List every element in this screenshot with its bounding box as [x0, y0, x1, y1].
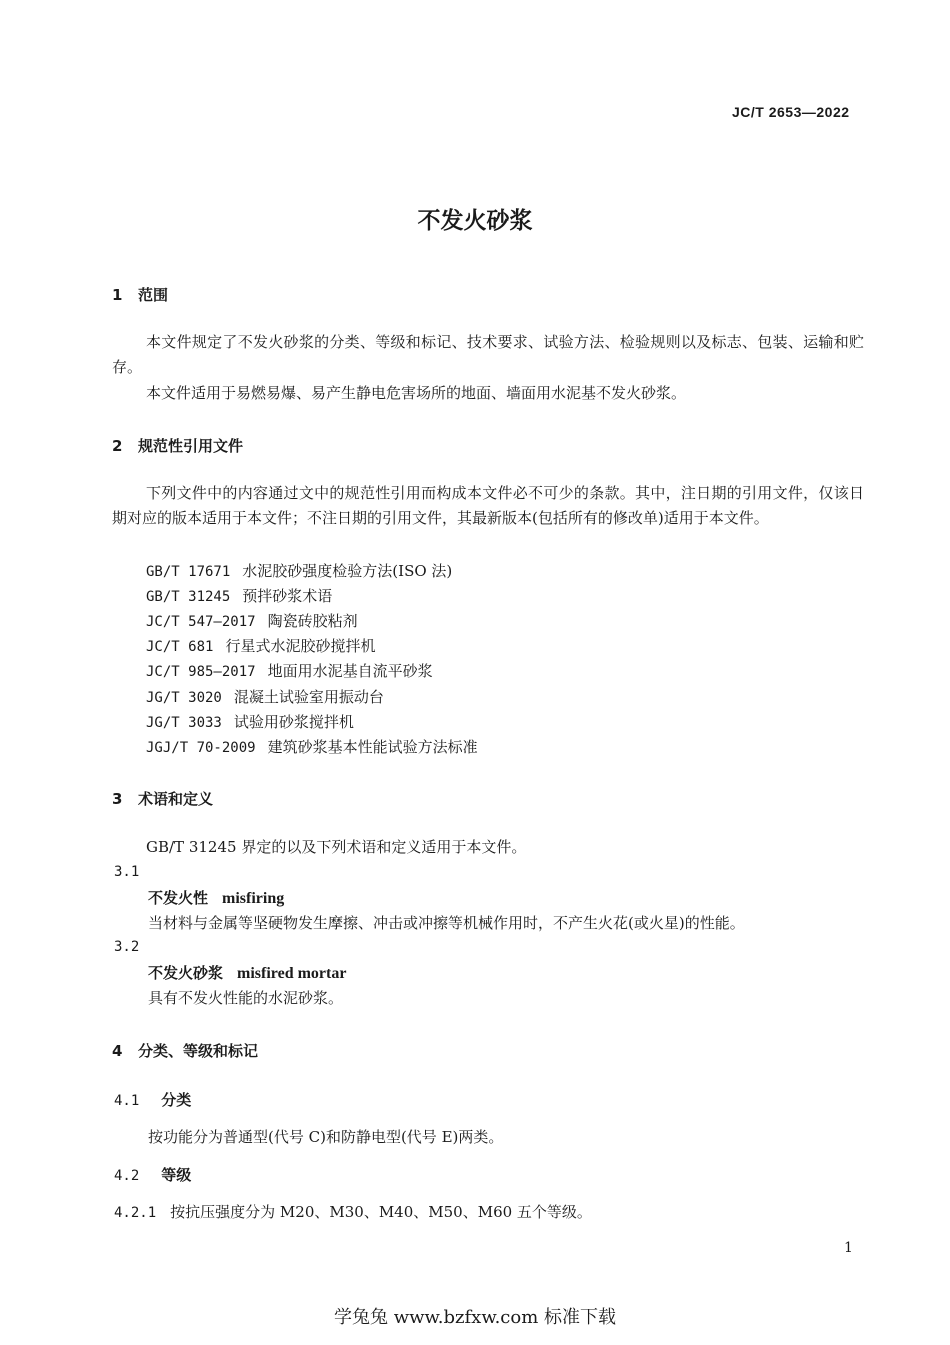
section-4-heading [112, 1040, 258, 1061]
document-title: 不发火砂浆 [417, 208, 533, 234]
references-paragraph: 下列文件中的内容通过文中的规范性引用而构成本文件必不可少的条款。其中，注日期的引用文件，仅该日期对应的版本适用于本文件；不注日期的引用文件，其最新版本(包括所有的修改单)适用于本文件。 [112, 484, 864, 527]
reference-item [146, 686, 384, 707]
term-heading [148, 887, 284, 908]
subsection-number: 4.2 [114, 1168, 140, 1184]
section-title: 分类、等级和标记 [138, 1042, 259, 1060]
reference-item [146, 660, 433, 681]
term-number: 3.2 [114, 939, 140, 955]
classification-text: 按功能分为普通型(代号 C)和防静电型(代号 E)两类。 [148, 1128, 504, 1146]
reference-code: JGJ/T 70-2009 [146, 740, 256, 756]
clause-text: 按抗压强度分为 M20、M30、M40、M50、M60 五个等级。 [170, 1203, 592, 1221]
reference-title: 混凝土试验室用振动台 [233, 688, 384, 706]
scope-paragraph-2: 本文件适用于易燃易爆、易产生静电危害场所的地面、墙面用水泥基不发火砂浆。 [146, 384, 687, 402]
term-en: misfiring [222, 890, 285, 907]
page-number: 1 [844, 1240, 853, 1256]
document-code: JC/T 2653—2022 [732, 104, 850, 120]
reference-title: 行星式水泥胶砂搅拌机 [225, 637, 376, 655]
reference-code: GB/T 17671 [146, 564, 231, 580]
section-number: 4 [112, 1042, 123, 1060]
reference-item [146, 711, 354, 732]
reference-item [146, 736, 478, 757]
section-title: 术语和定义 [138, 790, 214, 808]
section-number: 1 [112, 286, 123, 304]
clause-number: 4.2.1 [114, 1205, 157, 1221]
term-en: misfired mortar [237, 965, 347, 982]
term-zh: 不发火性 [148, 889, 209, 907]
term-number: 3.1 [114, 864, 140, 880]
reference-title: 地面用水泥基自流平砂浆 [267, 662, 433, 680]
reference-title: 陶瓷砖胶粘剂 [267, 612, 358, 630]
reference-item [146, 610, 358, 631]
reference-title: 建筑砂浆基本性能试验方法标准 [267, 738, 478, 756]
section-title: 规范性引用文件 [138, 437, 244, 455]
reference-title: 预拌砂浆术语 [242, 587, 333, 605]
section-2-heading [112, 435, 243, 456]
reference-code: GB/T 31245 [146, 589, 231, 605]
reference-title: 试验用砂浆搅拌机 [233, 713, 354, 731]
subsection-number: 4.1 [114, 1093, 140, 1109]
term-definition: 当材料与金属等坚硬物发生摩擦、冲击或冲擦等机械作用时，不产生火花(或火星)的性能。 [148, 914, 745, 932]
reference-code: JG/T 3020 [146, 690, 222, 706]
section-number: 2 [112, 437, 123, 455]
subsection-title: 等级 [161, 1166, 192, 1184]
section-title: 范围 [138, 286, 169, 304]
term-definition: 具有不发火性能的水泥砂浆。 [148, 989, 344, 1007]
reference-code: JC/T 547—2017 [146, 614, 256, 630]
scope-paragraph-1: 本文件规定了不发火砂浆的分类、等级和标记、技术要求、试验方法、检验规则以及标志、包装、运输和贮存。 [112, 333, 864, 376]
section-1-heading [112, 284, 168, 305]
subsection-4-1-heading [114, 1089, 191, 1110]
terms-intro: GB/T 31245 界定的以及下列术语和定义适用于本文件。 [146, 838, 527, 856]
footer-watermark: 学兔兔 www.bzfxw.com 标准下载 [333, 1307, 617, 1328]
reference-title: 水泥胶砂强度检验方法(ISO 法) [242, 562, 453, 580]
reference-code: JC/T 681 [146, 639, 214, 655]
subsection-4-2-heading [114, 1164, 191, 1185]
term-zh: 不发火砂浆 [148, 964, 224, 982]
clause-4-2-1 [114, 1201, 592, 1222]
reference-item [146, 560, 452, 581]
term-heading [148, 962, 346, 983]
reference-code: JC/T 985—2017 [146, 664, 256, 680]
subsection-title: 分类 [161, 1091, 192, 1109]
section-number: 3 [112, 790, 123, 808]
reference-item [146, 635, 375, 656]
section-3-heading [112, 788, 213, 809]
reference-item [146, 585, 332, 606]
reference-code: JG/T 3033 [146, 715, 222, 731]
